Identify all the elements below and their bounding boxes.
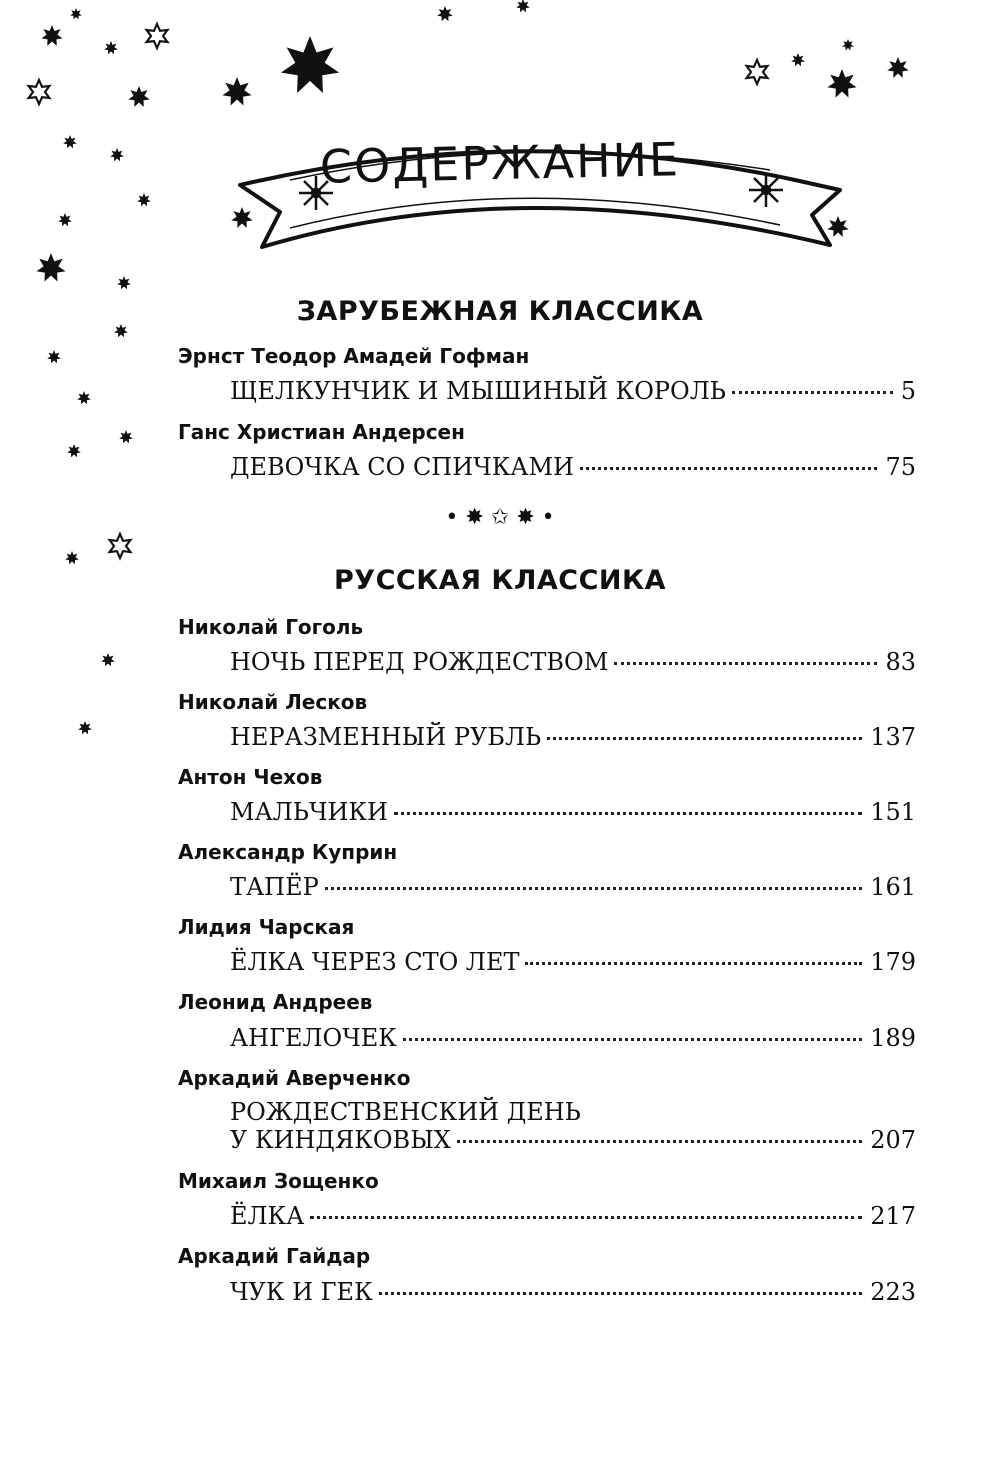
entry-title: ЁЛКА ЧЕРЕЗ СТО ЛЕТ bbox=[230, 948, 520, 976]
author-name: Лидия Чарская bbox=[178, 915, 355, 939]
page-number: 223 bbox=[870, 1278, 916, 1306]
toc-entry[interactable] bbox=[230, 1202, 916, 1230]
page-number: 75 bbox=[885, 453, 916, 481]
leader-dots bbox=[310, 1216, 862, 1219]
author-name: Николай Лесков bbox=[178, 690, 368, 714]
leader-dots bbox=[379, 1292, 863, 1295]
page-title: СОДЕРЖАНИЕ bbox=[319, 132, 681, 194]
page-number: 83 bbox=[885, 648, 916, 676]
section-divider: • ✸ ✩ ✸ • bbox=[445, 505, 555, 530]
author-name: Антон Чехов bbox=[178, 765, 323, 789]
entry-title: АНГЕЛОЧЕК bbox=[230, 1024, 397, 1052]
author-name: Аркадий Аверченко bbox=[178, 1066, 411, 1090]
entry-title: ТАПЁР bbox=[230, 873, 319, 901]
author-name: Эрнст Теодор Амадей Гофман bbox=[178, 344, 530, 368]
toc-entry[interactable] bbox=[230, 723, 916, 751]
leader-dots bbox=[732, 391, 893, 394]
entry-title: ЁЛКА bbox=[230, 1202, 305, 1230]
toc-entry[interactable] bbox=[230, 1024, 916, 1052]
page-number: 179 bbox=[870, 948, 916, 976]
toc-entry[interactable] bbox=[230, 1278, 916, 1306]
author-name: Михаил Зощенко bbox=[178, 1169, 379, 1193]
entry-title-line1: РОЖДЕСТВЕНСКИЙ ДЕНЬ bbox=[230, 1098, 581, 1126]
author-name: Ганс Христиан Андерсен bbox=[178, 420, 465, 444]
toc-entry[interactable] bbox=[230, 873, 916, 901]
toc-entry[interactable] bbox=[230, 948, 916, 976]
toc-entry[interactable] bbox=[230, 1098, 916, 1154]
page-number: 207 bbox=[870, 1126, 916, 1154]
page-number: 151 bbox=[870, 798, 916, 826]
page-number: 5 bbox=[900, 377, 916, 405]
author-name: Александр Куприн bbox=[178, 840, 398, 864]
page-number: 217 bbox=[870, 1202, 916, 1230]
leader-dots bbox=[403, 1038, 862, 1041]
author-name: Николай Гоголь bbox=[178, 615, 364, 639]
leader-dots bbox=[580, 467, 877, 470]
page-number: 137 bbox=[870, 723, 916, 751]
section-heading-foreign: ЗАРУБЕЖНАЯ КЛАССИКА bbox=[296, 296, 704, 327]
toc-entry[interactable] bbox=[230, 798, 916, 826]
section-heading-russian: РУССКАЯ КЛАССИКА bbox=[334, 565, 666, 596]
page-number: 189 bbox=[870, 1024, 916, 1052]
toc-entry[interactable] bbox=[230, 648, 916, 676]
entry-title: НЕРАЗМЕННЫЙ РУБЛЬ bbox=[230, 723, 542, 751]
entry-title-line2: У КИНДЯКОВЫХ bbox=[230, 1126, 451, 1154]
entry-title: ЧУК И ГЕК bbox=[230, 1278, 373, 1306]
entry-title: МАЛЬЧИКИ bbox=[230, 798, 388, 826]
toc-entry[interactable] bbox=[230, 377, 916, 405]
leader-dots bbox=[457, 1140, 862, 1143]
leader-dots bbox=[525, 962, 862, 965]
leader-dots bbox=[614, 662, 877, 665]
entry-title: ЩЕЛКУНЧИК И МЫШИНЫЙ КОРОЛЬ bbox=[230, 377, 726, 405]
leader-dots bbox=[547, 737, 862, 740]
leader-dots bbox=[394, 812, 862, 815]
entry-title: ДЕВОЧКА СО СПИЧКАМИ bbox=[230, 453, 574, 481]
toc-entry[interactable] bbox=[230, 453, 916, 481]
page-number: 161 bbox=[870, 873, 916, 901]
leader-dots bbox=[325, 887, 862, 890]
author-name: Леонид Андреев bbox=[178, 990, 373, 1014]
author-name: Аркадий Гайдар bbox=[178, 1244, 371, 1268]
entry-title: НОЧЬ ПЕРЕД РОЖДЕСТВОМ bbox=[230, 648, 609, 676]
